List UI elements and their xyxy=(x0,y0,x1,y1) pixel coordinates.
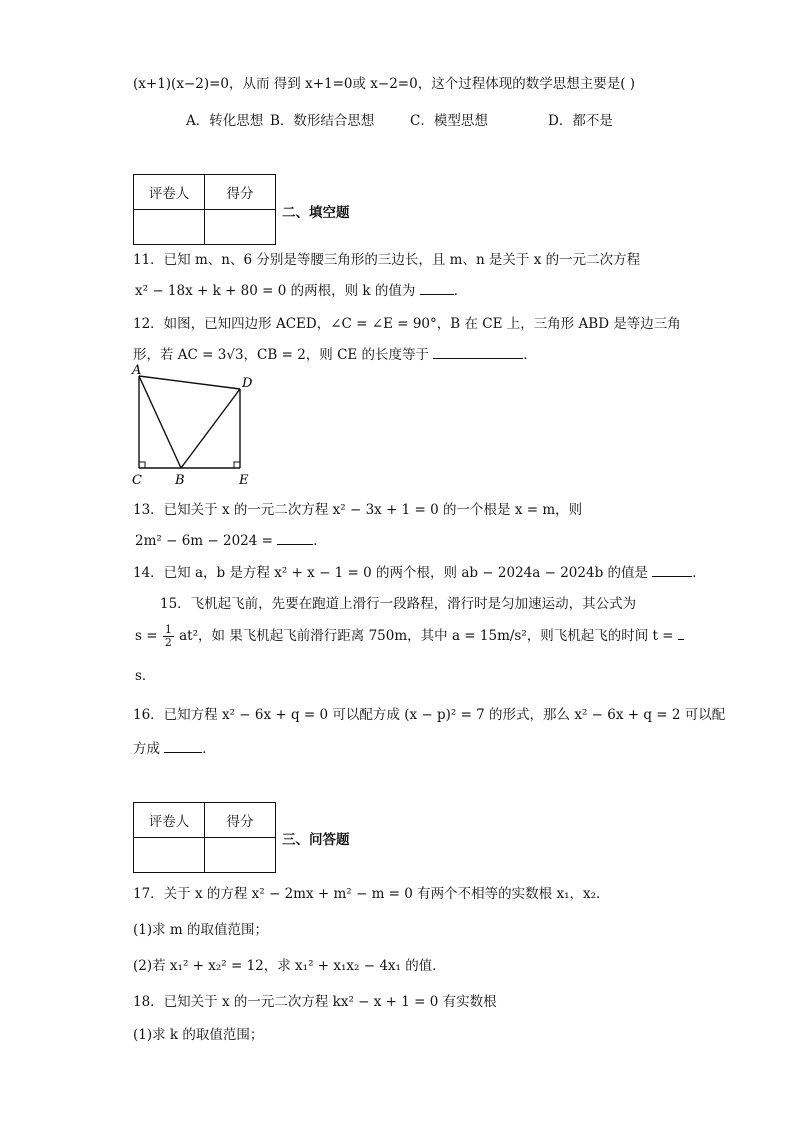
section3-title: 三、问答题 xyxy=(282,832,350,848)
q12-figure xyxy=(126,362,266,490)
q15-fraction-numerator: 1 xyxy=(164,623,172,636)
q15-line1: 15．飞机起飞前，先要在跑道上滑行一段路程，滑行时是匀加速运动，其公式为 xyxy=(160,596,637,612)
segment-ad xyxy=(139,376,240,389)
score-table-score-header: 得分 xyxy=(205,175,276,210)
q15-answer-blank xyxy=(678,639,684,640)
score-table-score-cell xyxy=(205,838,276,873)
q11-period: ． xyxy=(453,283,468,299)
q16-period: ． xyxy=(202,741,216,757)
q16-line1: 16．已知方程 x² − 6x + q = 0 可以配方成 (x − p)² = 7 的形式，那么 x² − 6x + q = 2 可以配 xyxy=(133,707,726,723)
label-a: A xyxy=(132,363,142,378)
q10-option-c: C．模型思想 xyxy=(410,113,488,129)
q16-answer-blank xyxy=(164,752,202,753)
right-angle-c xyxy=(139,462,145,468)
segment-ab xyxy=(139,376,181,468)
score-table-grader-header: 评卷人 xyxy=(134,175,205,210)
q13-line1: 13．已知关于 x 的一元二次方程 x² − 3x + 1 = 0 的一个根是 x = m，则 xyxy=(133,502,583,518)
q16-line2-text: 方成 xyxy=(133,741,160,757)
q17-line1: 17．关于 x 的方程 x² − 2mx + m² − m = 0 有两个不相等的实数根 x₁，x₂． xyxy=(133,886,610,902)
q17-part2: (2)若 x₁² + x₂² = 12，求 x₁² + x₁x₂ − 4x₁ 的值． xyxy=(133,958,446,974)
score-table-grader-cell xyxy=(134,210,205,245)
q12-line1: 12．如图，已知四边形 ACED，∠C = ∠E = 90°，B 在 CE 上，三角形 ABD 是等边三角 xyxy=(133,316,681,332)
label-e: E xyxy=(239,473,249,488)
q10-option-d: D．都不是 xyxy=(548,113,613,129)
label-b: B xyxy=(175,473,185,488)
q17-part1: (1)求 m 的取值范围； xyxy=(133,922,269,938)
score-table-grader-header: 评卷人 xyxy=(134,803,205,838)
q16-line2 xyxy=(133,737,216,757)
q12-answer-blank xyxy=(433,358,523,359)
q12-period: ． xyxy=(523,347,537,363)
q15-line2 xyxy=(135,624,684,649)
q13-period: ． xyxy=(313,533,327,549)
q11-line1: 11．已知 m、n、6 分别是等腰三角形的三边长，且 m、n 是关于 x 的一元二次方程 xyxy=(133,252,641,268)
section2-title: 二、填空题 xyxy=(282,205,350,221)
q11-line2-text: x² − 18x + k + 80 = 0 的两根，则 k 的值为 xyxy=(135,283,416,299)
q10-option-b: B．数形结合思想 xyxy=(270,113,375,129)
q13-line2 xyxy=(135,529,327,549)
q13-answer-blank xyxy=(277,544,313,545)
q15-fraction-denominator: 2 xyxy=(164,636,172,649)
segment-bd xyxy=(181,389,240,468)
q12-line2-text: 形，若 AC = 3√3，CB = 2，则 CE 的长度等于 xyxy=(133,347,430,363)
label-c: C xyxy=(132,473,142,488)
q15-line2-text: at²，如 果飞机起飞前滑行距离 750m，其中 a = 15m/s²，则飞机起飞的时间 t = xyxy=(179,628,674,644)
q10-stem: (x+1)(x−2)=0，从而 得到 x+1=0或 x−2=0，这个过程体现的数学思想主要是( ) xyxy=(133,76,636,92)
right-angle-e xyxy=(234,462,240,468)
score-table-section3 xyxy=(133,802,276,873)
score-table-score-header: 得分 xyxy=(205,803,276,838)
q11-answer-blank xyxy=(420,294,454,295)
q12-line2 xyxy=(133,343,537,363)
q11-line2 xyxy=(135,279,467,299)
q14-period: ． xyxy=(692,565,706,581)
q10-option-a: A．转化思想 xyxy=(186,113,264,129)
q15-formula-lhs: s = xyxy=(135,628,158,644)
q15-line3: s． xyxy=(135,668,156,684)
q15-fraction xyxy=(163,624,174,649)
score-table-grader-cell xyxy=(134,838,205,873)
q14-answer-blank xyxy=(652,576,692,577)
label-d: D xyxy=(242,376,253,391)
score-table-section2 xyxy=(133,174,276,245)
q18-part1: (1)求 k 的取值范围； xyxy=(133,1027,264,1043)
score-table-score-cell xyxy=(205,210,276,245)
q18-line1: 18．已知关于 x 的一元二次方程 kx² − x + 1 = 0 有实数根 xyxy=(133,994,497,1010)
q14-line1 xyxy=(133,561,706,581)
q14-line1-text: 14．已知 a，b 是方程 x² + x − 1 = 0 的两个根，则 ab − 2024a − 2024b 的值是 xyxy=(133,565,648,581)
q13-line2-text: 2m² − 6m − 2024 = xyxy=(135,533,273,549)
